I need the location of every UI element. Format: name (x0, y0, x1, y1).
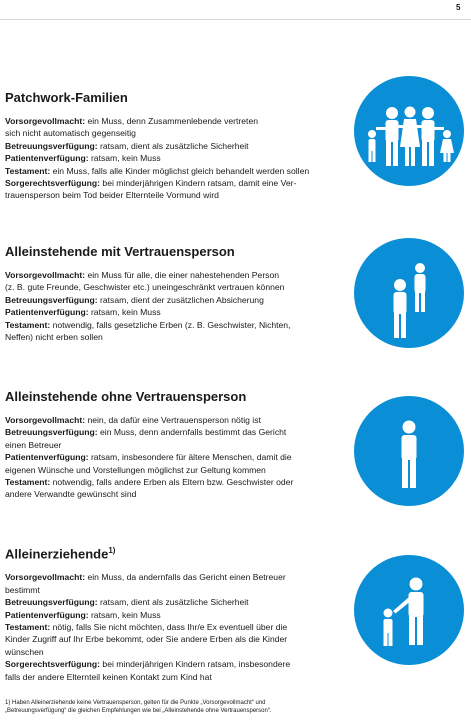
text-line: andere Verwandte gewünscht sind (5, 489, 137, 500)
section-singles-without-trusted-person (5, 389, 355, 501)
text-line: Testament: notwendig, falls andere Erben als Eltern bzw. Geschwister oder (5, 477, 294, 488)
section-body (5, 414, 355, 501)
text-line: Patientenverfügung: ratsam, kein Muss (5, 609, 161, 620)
patchwork-family-icon (354, 76, 464, 186)
text-line: falls der andere Elternteil keinen Kontakt zum Kind hat (5, 671, 212, 682)
section-patchwork-families (5, 90, 355, 202)
page-number: 5 (456, 3, 461, 12)
text-line: sich nicht automatisch gegenseitig (5, 128, 136, 139)
text-line: Betreuungsverfügung: ratsam, dient als zusätzliche Sicherheit (5, 140, 249, 151)
text-line: (z. B. gute Freunde, Geschwister etc.) uneingeschränkt vertrauen können (5, 282, 285, 293)
text-line: Vorsorgevollmacht: ein Muss, da andernfalls das Gericht einen Betreuer (5, 572, 286, 583)
section-title: Patchwork-Familien (5, 90, 128, 105)
section-singles-with-trusted-person (5, 244, 355, 343)
text-line: Sorgerechtsverfügung: bei minderjährigen Kindern ratsam, damit eine Ver- (5, 178, 297, 189)
single-parent-with-child-icon (354, 555, 464, 665)
text-line: einen Betreuer (5, 439, 62, 450)
text-line: Testament: nötig, falls Sie nicht möchten, dass Ihr/e Ex eventuell über die (5, 621, 288, 632)
footnote-reference: 1) (108, 546, 116, 555)
section-title: Alleinstehende mit Vertrauensperson (5, 244, 235, 259)
text-line: Kinder Zugriff auf Ihr Erbe bekommt, oder Sie andere Erben als die Kinder (5, 634, 288, 645)
text-line: eigenen Wünsche und Vorstellungen möglichst zur Geltung kommen (5, 464, 266, 475)
text-line: Testament: notwendig, falls gesetzliche Erben (z. B. Geschwister, Nichten, (5, 319, 291, 330)
text-line: trauensperson beim Tod beider Elternteile Vormund wird (5, 190, 219, 201)
footnote (5, 699, 365, 715)
text-line: wünschen (5, 646, 44, 657)
text-line: Vorsorgevollmacht: ein Muss, denn Zusammenlebende vertreten (5, 116, 259, 126)
section-title: Alleinerziehende$^{1)}$ (5, 546, 116, 562)
divider (0, 19, 471, 20)
footnote-line: 1) Haben Alleinerziehende keine Vertrauensperson, gelten für die Punkte „Vorsorgevollmacht“ und (5, 700, 266, 706)
section-body (5, 115, 355, 202)
footnote-line: „Betreuungsverfügung“ die gleichen Empfehlungen wie bei „Alleinstehende ohne Vertrauensperson“. (5, 708, 272, 714)
text-line: Patientenverfügung: ratsam, insbesondere für ältere Menschen, damit die (5, 452, 292, 463)
text-line: Patientenverfügung: ratsam, kein Muss (5, 307, 161, 318)
person-with-trusted-person-icon (354, 238, 464, 348)
text-line: Testament: ein Muss, falls alle Kinder möglichst gleich behandelt werden sollen (5, 165, 310, 176)
section-title: Alleinstehende ohne Vertrauensperson (5, 389, 247, 404)
text-line: Patientenverfügung: ratsam, kein Muss (5, 153, 161, 164)
text-line: Sorgerechtsverfügung: bei minderjährigen Kindern ratsam, insbesondere (5, 659, 291, 670)
text-line: Betreuungsverfügung: ratsam, dient der zusätzlichen Absicherung (5, 294, 264, 305)
section-body (5, 269, 355, 343)
text-line: Vorsorgevollmacht: nein, da dafür eine Vertrauensperson nötig ist (5, 415, 261, 425)
text-line: Neffen) nicht erben sollen (5, 332, 103, 343)
text-line: Betreuungsverfügung: ein Muss, denn andernfalls bestimmt das Gericht (5, 427, 287, 438)
text-line: Betreuungsverfügung: ratsam, dient als zusätzliche Sicherheit (5, 597, 249, 608)
text-line: Vorsorgevollmacht: ein Muss für alle, die einer nahestehenden Person (5, 270, 280, 280)
text-line: bestimmt (5, 584, 40, 595)
section-body (5, 571, 355, 683)
single-person-icon (354, 396, 464, 506)
section-single-parents (5, 543, 355, 683)
